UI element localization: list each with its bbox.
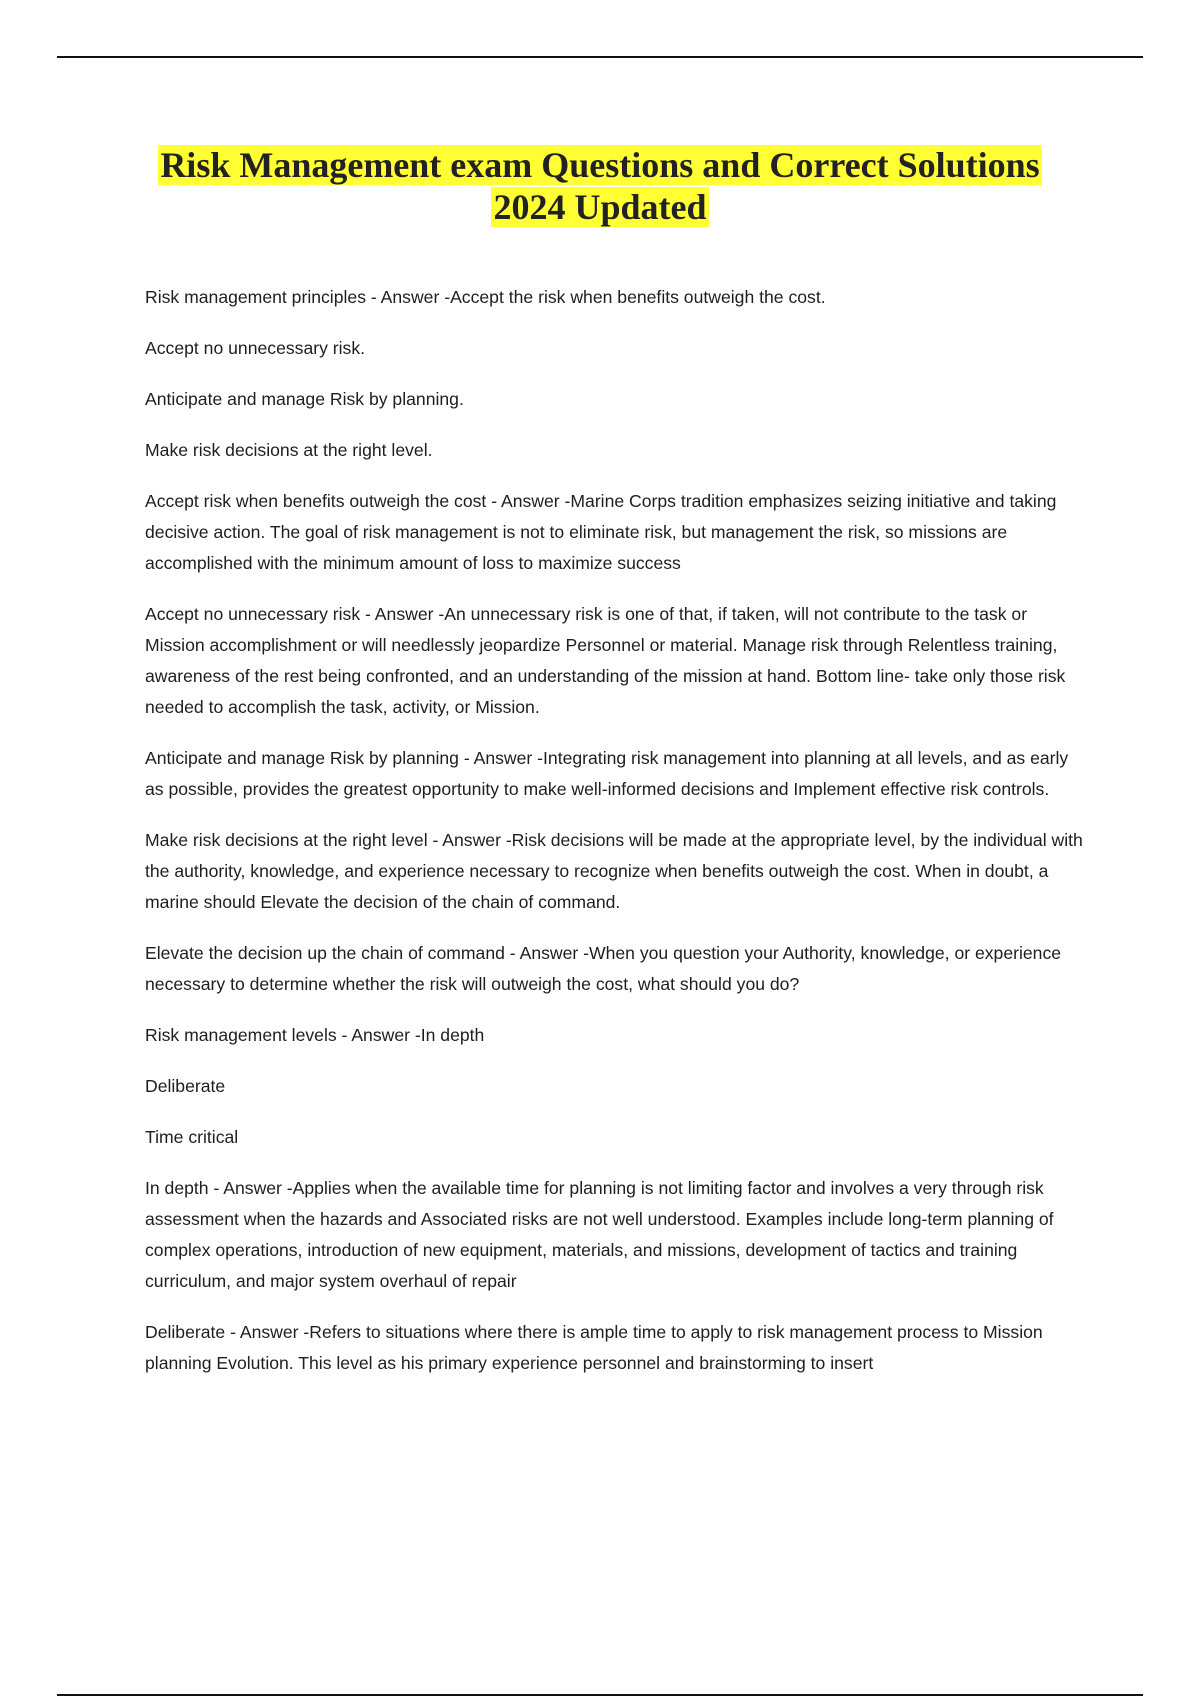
paragraph-elevate-answer: Elevate the decision up the chain of command - Answer -When you question your Authority, knowledge, or experience necessary to determine whether the risk will outweigh the cost, what should you do?	[145, 943, 1062, 994]
page-title	[100, 144, 1100, 228]
paragraph-no-unnecessary-answer: Accept no unnecessary risk - Answer -An unnecessary risk is one of that, if taken, will not contribute to the task or Mission accomplishment or will needlessly jeopardize Personnel or material. Manage risk through Relentless training, awareness of the rest being confronted, and an understanding of the mission at hand. Bottom line- take only those risk needed to accomplish the task, activity, or Mission.	[145, 604, 1066, 717]
paragraph-time-critical: Time critical	[145, 1127, 239, 1147]
paragraph-levels: Risk management levels - Answer -In depth	[145, 1025, 485, 1045]
top-rule	[57, 56, 1143, 58]
paragraph-accept-risk-answer: Accept risk when benefits outweigh the cost - Answer -Marine Corps tradition emphasizes seizing initiative and taking decisive action. The goal of risk management is not to eliminate risk, but management the risk, so missions are accomplished with the minimum amount of loss to maximize success	[145, 491, 1057, 573]
title-line-1: Risk Management exam Questions and Correct Solutions	[160, 145, 1040, 185]
title-block	[100, 144, 1100, 228]
paragraph-anticipate-answer: Anticipate and manage Risk by planning - Answer -Integrating risk management into planning at all levels, and as early as possible, provides the greatest opportunity to make well-informed decisions and Implement effective risk controls.	[145, 748, 1069, 799]
paragraph-deliberate: Deliberate	[145, 1076, 226, 1096]
title-line-2: 2024 Updated	[493, 187, 707, 227]
paragraph-anticipate: Anticipate and manage Risk by planning.	[145, 389, 464, 409]
paragraph-no-unnecessary: Accept no unnecessary risk.	[145, 338, 366, 358]
bottom-rule	[57, 1694, 1143, 1696]
paragraph-right-level-answer: Make risk decisions at the right level - Answer -Risk decisions will be made at the appropriate level, by the individual with the authority, knowledge, and experience necessary to recognize when benefits outweigh the cost. When in doubt, a marine should Elevate the decision of the chain of command.	[145, 830, 1083, 912]
paragraph-principles: Risk management principles - Answer -Accept the risk when benefits outweigh the cost.	[145, 287, 826, 307]
document-body	[145, 282, 1090, 1399]
paragraph-in-depth-answer: In depth - Answer -Applies when the available time for planning is not limiting factor and involves a very through risk assessment when the hazards and Associated risks are not well understood. Examples include long-term planning of complex operations, introduction of new equipment, materials, and missions, development of tactics and training curriculum, and major system overhaul of repair	[145, 1178, 1054, 1291]
paragraph-right-level: Make risk decisions at the right level.	[145, 440, 433, 460]
paragraph-deliberate-answer: Deliberate - Answer -Refers to situations where there is ample time to apply to risk management process to Mission planning Evolution. This level as his primary experience personnel and brainstorming to insert	[145, 1322, 1043, 1373]
